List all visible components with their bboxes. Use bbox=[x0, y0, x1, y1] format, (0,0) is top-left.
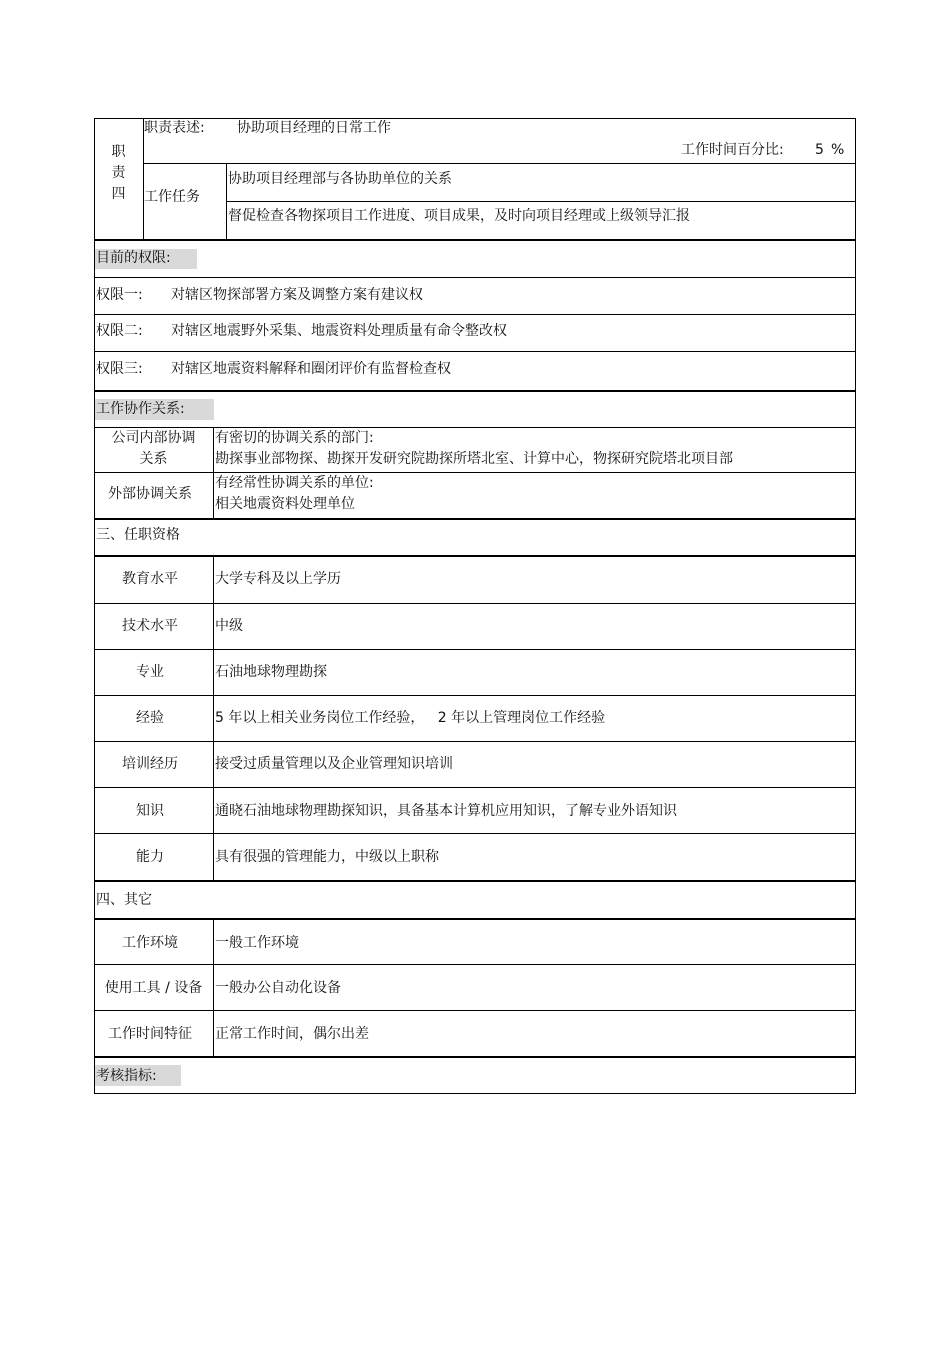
qual-label-tech-level: 技术水平 bbox=[122, 618, 178, 634]
authority-1-label: 权限一: bbox=[96, 287, 143, 303]
qual-label-training: 培训经历 bbox=[122, 756, 178, 772]
divider bbox=[143, 163, 856, 164]
divider bbox=[94, 1010, 856, 1011]
divider bbox=[94, 603, 856, 604]
divider bbox=[94, 741, 856, 742]
divider bbox=[94, 695, 856, 696]
qual-value-knowledge: 通晓石油地球物理勘探知识，具备基本计算机应用知识，了解专业外语知识 bbox=[215, 803, 677, 819]
tasks-label: 工作任务 bbox=[144, 189, 200, 205]
authority-header: 目前的权限: bbox=[96, 250, 171, 266]
external-coop-line2: 相关地震资料处理单位 bbox=[215, 496, 355, 512]
other-value-work-hours: 正常工作时间，偶尔出差 bbox=[215, 1026, 369, 1042]
qual-label-education: 教育水平 bbox=[122, 571, 178, 587]
internal-coop-line1: 有密切的协调关系的部门: bbox=[215, 430, 374, 446]
qual-value-training: 接受过质量管理以及企业管理知识培训 bbox=[215, 756, 453, 772]
divider bbox=[94, 787, 856, 788]
divider bbox=[94, 390, 856, 392]
other-label-work-hours: 工作时间特征 bbox=[108, 1026, 192, 1042]
time-percent-label: 工作时间百分比: bbox=[681, 142, 784, 158]
qual-label-ability: 能力 bbox=[136, 849, 164, 865]
cooperation-header: 工作协作关系: bbox=[96, 401, 185, 417]
divider bbox=[94, 472, 856, 473]
divider bbox=[94, 1056, 856, 1058]
qual-label-knowledge: 知识 bbox=[136, 803, 164, 819]
time-percent-value: 5 bbox=[815, 142, 824, 158]
divider bbox=[94, 555, 856, 557]
table-frame bbox=[94, 118, 856, 1094]
other-value-tools: 一般办公自动化设备 bbox=[215, 980, 341, 996]
qualifications-header: 三、任职资格 bbox=[96, 527, 180, 543]
other-value-environment: 一般工作环境 bbox=[215, 935, 299, 951]
external-coop-label: 外部协调关系 bbox=[108, 486, 192, 502]
task-item: 协助项目经理部与各协助单位的关系 bbox=[228, 171, 452, 187]
qual-value-tech-level: 中级 bbox=[215, 618, 243, 634]
other-label-environment: 工作环境 bbox=[122, 935, 178, 951]
qual-value-ability: 具有很强的管理能力，中级以上职称 bbox=[215, 849, 439, 865]
qual-value-education: 大学专科及以上学历 bbox=[215, 571, 341, 587]
authority-3-label: 权限三: bbox=[96, 361, 143, 377]
task-item: 督促检查各物探项目工作进度、项目成果，及时向项目经理或上级领导汇报 bbox=[228, 208, 690, 224]
divider bbox=[226, 201, 856, 202]
divider bbox=[94, 314, 856, 315]
divider bbox=[94, 239, 856, 241]
other-header: 四、其它 bbox=[96, 892, 152, 908]
qual-label-major: 专业 bbox=[136, 664, 164, 680]
authority-3-text: 对辖区地震资料解释和圈闭评价有监督检查权 bbox=[171, 361, 451, 377]
authority-2-label: 权限二: bbox=[96, 323, 143, 339]
internal-coop-line2: 勘探事业部物探、勘探开发研究院勘探所塔北室、计算中心，物探研究院塔北项目部 bbox=[215, 451, 733, 467]
duty-desc-label: 职责表述: bbox=[144, 120, 205, 136]
qual-label-experience: 经验 bbox=[136, 710, 164, 726]
time-percent-unit: % bbox=[831, 142, 845, 158]
divider bbox=[94, 918, 856, 920]
divider bbox=[94, 880, 856, 882]
divider bbox=[213, 918, 214, 1056]
authority-1-text: 对辖区物探部署方案及调整方案有建议权 bbox=[171, 287, 423, 303]
qual-value-major: 石油地球物理勘探 bbox=[215, 664, 327, 680]
divider bbox=[94, 833, 856, 834]
divider bbox=[94, 351, 856, 352]
assessment-header: 考核指标: bbox=[96, 1068, 157, 1084]
duty-label: 职 责 四 bbox=[111, 144, 126, 202]
divider bbox=[94, 964, 856, 965]
authority-2-text: 对辖区地震野外采集、地震资料处理质量有命令整改权 bbox=[171, 323, 507, 339]
qual-value-experience: 5 年以上相关业务岗位工作经验， 2 年以上管理岗位工作经验 bbox=[215, 710, 606, 726]
external-coop-line1: 有经常性协调关系的单位: bbox=[215, 475, 374, 491]
other-label-tools: 使用工具 / 设备 bbox=[104, 980, 203, 996]
internal-coop-label: 公司内部协调 关系 bbox=[111, 430, 196, 467]
divider bbox=[94, 277, 856, 278]
divider bbox=[94, 518, 856, 520]
duty-desc-text: 协助项目经理的日常工作 bbox=[237, 120, 391, 136]
divider bbox=[94, 649, 856, 650]
